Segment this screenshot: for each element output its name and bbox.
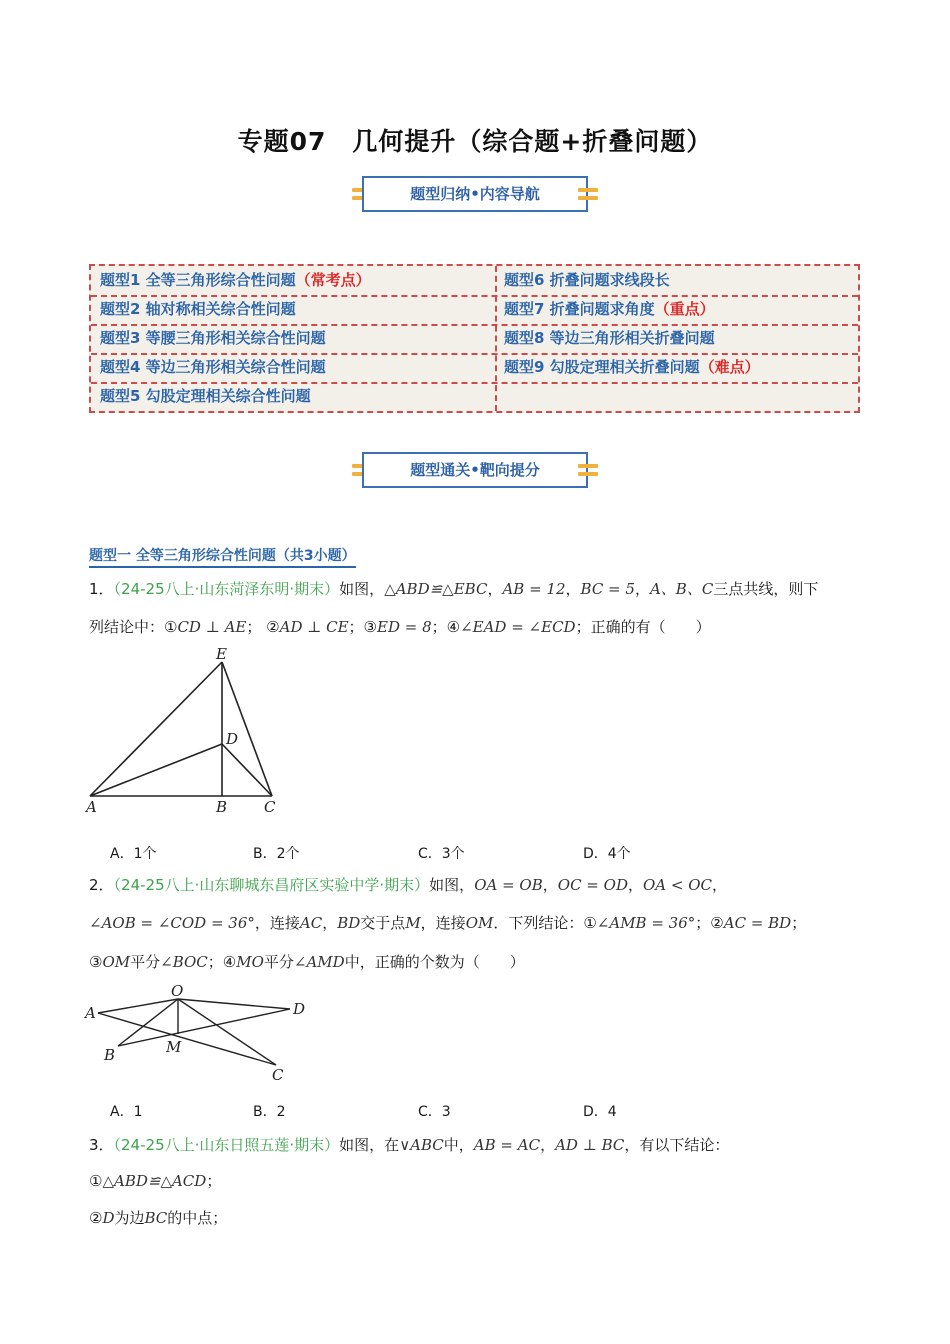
q1-option-c[interactable]: C．3个 <box>418 846 465 862</box>
toc-item-5[interactable]: 题型5 勾股定理相关综合性问题 <box>100 387 311 405</box>
point-label-c: C <box>272 1066 284 1084</box>
point-label-d: D <box>293 1000 306 1018</box>
banner-label: 题型通关•靶向提分 <box>362 452 588 488</box>
section-heading: 题型一 全等三角形综合性问题（共3小题） <box>89 545 356 568</box>
toc-item-3[interactable]: 题型3 等腰三角形相关综合性问题 <box>100 329 326 347</box>
q2-option-c[interactable]: C．3 <box>418 1104 451 1120</box>
point-label-a: A <box>85 1004 96 1022</box>
point-label-a: A <box>86 798 97 816</box>
question-2-line-2: ∠AOB = ∠COD = 36°，连接AC，BD交于点M，连接OM．下列结论：①∠AMB = 36°；②AC = BD； <box>89 914 807 932</box>
toc-item-7[interactable]: 题型7 折叠问题求角度（重点） <box>504 300 715 318</box>
question-2-line-1: 2．（24-25八上·山东聊城东昌府区实验中学·期末）如图，OA = OB，OC = OD，OA < OC， <box>89 876 728 894</box>
q1-option-a[interactable]: A．1个 <box>110 846 157 862</box>
question-3-line-3: ②D为边BC的中点； <box>89 1209 228 1227</box>
question-1-line-2: 列结论中：①CD ⊥ AE； ②AD ⊥ CE；③ED = 8；④∠EAD = ∠ECD；正确的有（ ） <box>89 618 711 636</box>
toc-table <box>89 264 860 413</box>
point-label-b: B <box>216 798 228 816</box>
q1-option-d[interactable]: D．4个 <box>583 846 631 862</box>
q2-option-b[interactable]: B．2 <box>253 1104 286 1120</box>
q2-option-a[interactable]: A．1 <box>110 1104 143 1120</box>
banner-content-nav <box>352 176 598 216</box>
toc-item-8[interactable]: 题型8 等边三角形相关折叠问题 <box>504 329 715 347</box>
point-label-e: E <box>216 645 227 663</box>
toc-item-4[interactable]: 题型4 等边三角形相关综合性问题 <box>100 358 326 376</box>
point-label-c: C <box>264 798 276 816</box>
banner-label: 题型归纳•内容导航 <box>362 176 588 212</box>
toc-item-1[interactable]: 题型1 全等三角形综合性问题（常考点） <box>100 271 371 289</box>
point-label-d: D <box>226 730 239 748</box>
toc-item-2[interactable]: 题型2 轴对称相关综合性问题 <box>100 300 296 318</box>
point-label-m: M <box>166 1038 182 1056</box>
page-title: 专题07 几何提升（综合题+折叠问题） <box>237 127 713 156</box>
q1-option-b[interactable]: B．2个 <box>253 846 300 862</box>
question-1-line-1: 1．（24-25八上·山东菏泽东明·期末）如图，△ABD≌△EBC，AB = 12，BC = 5，A、B、C三点共线，则下 <box>89 580 819 598</box>
question-2-line-3: ③OM平分∠BOC；④MO平分∠AMD中，正确的个数为（ ） <box>89 953 525 971</box>
point-label-b: B <box>104 1046 116 1064</box>
toc-item-9[interactable]: 题型9 勾股定理相关折叠问题（难点） <box>504 358 760 376</box>
point-label-o: O <box>171 982 184 1000</box>
question-3-line-2: ①△ABD≌△ACD； <box>89 1172 222 1190</box>
question-1-figure <box>80 642 290 817</box>
banner-practice <box>352 452 598 492</box>
question-2-figure <box>80 980 320 1085</box>
toc-item-6[interactable]: 题型6 折叠问题求线段长 <box>504 271 670 289</box>
question-3-line-1: 3．（24-25八上·山东日照五莲·期末）如图，在∨ABC中，AB = AC，AD ⊥ BC，有以下结论： <box>89 1136 730 1154</box>
equals-decoration-icon <box>578 182 598 206</box>
equals-decoration-icon <box>578 458 598 482</box>
q2-option-d[interactable]: D．4 <box>583 1104 617 1120</box>
